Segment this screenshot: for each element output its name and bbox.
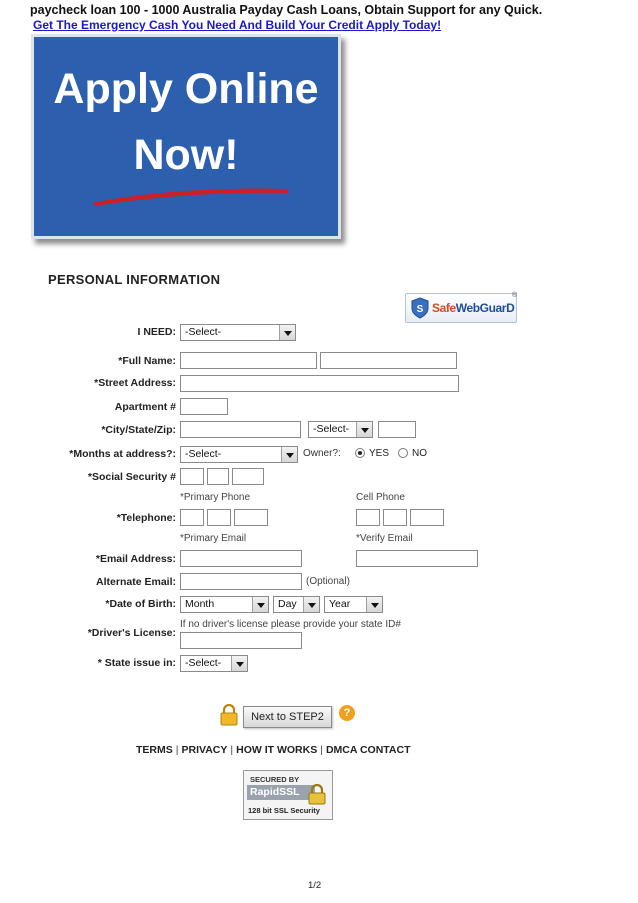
secured-by-text: SECURED BY (250, 775, 300, 784)
document-title: paycheck loan 100 - 1000 Australia Payday Cash Loans, Obtain Support for any Quick. (30, 3, 543, 17)
license-note: If no driver's license please provide your state ID# (180, 619, 401, 630)
chevron-down-icon (303, 597, 319, 612)
verify-email-input[interactable] (356, 550, 478, 567)
chevron-down-icon (231, 656, 247, 671)
birth-day-select[interactable] (273, 596, 320, 613)
telephone-label: *Telephone: (116, 512, 176, 524)
banner-swoosh (90, 185, 290, 207)
city-input[interactable] (180, 421, 301, 438)
ssn-part-2-input[interactable] (207, 468, 229, 485)
registered-mark: ® (512, 292, 518, 299)
months-value: -Select- (185, 448, 222, 460)
drivers-license-input[interactable] (180, 632, 302, 649)
state-issue-label: * State issue in: (97, 657, 176, 669)
chevron-down-icon (252, 597, 268, 612)
footer-separator: | (175, 744, 179, 756)
chevron-down-icon (366, 597, 382, 612)
owner-yes-label: YES (369, 448, 390, 459)
cell-phone-prefix-input[interactable] (383, 509, 407, 526)
safewebguard-text (432, 301, 514, 315)
cell-phone-area-input[interactable] (356, 509, 380, 526)
rapidssl-brand: RapidSSL (247, 785, 315, 800)
section-title: PERSONAL INFORMATION (48, 272, 221, 287)
alternate-email-input[interactable] (180, 573, 302, 590)
i-need-value: -Select- (185, 326, 222, 338)
page-number: 1/2 (308, 880, 322, 891)
owner-no-radio[interactable] (398, 448, 408, 458)
city-state-zip-label: *City/State/Zip: (101, 424, 176, 436)
primary-phone-note: *Primary Phone (180, 492, 251, 503)
chevron-down-icon (279, 325, 295, 340)
first-name-input[interactable] (180, 352, 317, 369)
last-name-input[interactable] (320, 352, 457, 369)
months-at-address-label: *Months at address?: (69, 448, 176, 460)
birth-month-value: Month (185, 598, 215, 610)
terms-link[interactable]: TERMS (136, 744, 173, 756)
webguard-word: WebGuarD (455, 301, 515, 315)
birth-month-select[interactable] (180, 596, 269, 613)
email-address-label: *Email Address: (95, 553, 176, 565)
state-issue-value: -Select- (185, 657, 222, 669)
apply-online-banner[interactable] (31, 34, 341, 239)
i-need-label: I NEED: (137, 326, 176, 338)
ssl-bits-text: 128 bit SSL Security (248, 806, 320, 815)
optional-note: (Optional) (306, 576, 350, 587)
shield-icon (411, 297, 429, 319)
owner-no-label: NO (412, 448, 427, 459)
padlock-icon (306, 783, 328, 805)
ssn-part-1-input[interactable] (180, 468, 204, 485)
apply-today-link[interactable]: Get The Emergency Cash You Need And Build Your Credit Apply Today! (33, 18, 442, 32)
cell-phone-note: Cell Phone (356, 492, 405, 503)
chevron-down-icon (281, 447, 297, 462)
dmca-contact-link[interactable]: DMCA CONTACT (325, 744, 411, 756)
primary-phone-line-input[interactable] (234, 509, 268, 526)
safewebguard-badge[interactable] (405, 293, 517, 323)
full-name-label: *Full Name: (118, 355, 176, 367)
padlock-icon (220, 704, 238, 726)
next-step-button[interactable]: Next to STEP2 (243, 706, 332, 728)
zip-input[interactable] (378, 421, 416, 438)
question-icon[interactable]: ? (339, 705, 355, 721)
verify-email-note: *Verify Email (356, 533, 413, 544)
ssn-label: *Social Security # (87, 471, 176, 483)
apartment-label: Apartment # (114, 401, 176, 413)
i-need-select[interactable] (180, 324, 296, 341)
primary-email-note: *Primary Email (180, 533, 247, 544)
safe-word: Safe (432, 301, 456, 315)
apartment-input[interactable] (180, 398, 228, 415)
footer-links (136, 744, 411, 756)
alternate-email-label: Alternate Email: (96, 576, 176, 588)
date-of-birth-label: *Date of Birth: (105, 598, 176, 610)
email-input[interactable] (180, 550, 302, 567)
footer-separator: | (230, 744, 234, 756)
owner-yes-radio[interactable] (355, 448, 365, 458)
banner-line-2: Now! (133, 131, 239, 179)
birth-day-value: Day (278, 598, 297, 610)
primary-phone-prefix-input[interactable] (207, 509, 231, 526)
footer-separator: | (320, 744, 323, 756)
how-it-works-link[interactable]: HOW IT WORKS (236, 744, 318, 756)
street-address-label: *Street Address: (94, 377, 176, 389)
months-select[interactable] (180, 446, 298, 463)
birth-year-select[interactable] (324, 596, 383, 613)
birth-year-value: Year (329, 598, 351, 610)
svg-text:S: S (416, 304, 424, 315)
owner-label: Owner?: (303, 448, 341, 459)
cell-phone-line-input[interactable] (410, 509, 444, 526)
street-address-input[interactable] (180, 375, 459, 392)
banner-line-1: Apply Online (53, 65, 319, 113)
state-issue-select[interactable] (180, 655, 248, 672)
state-select[interactable] (308, 421, 373, 438)
privacy-link[interactable]: PRIVACY (181, 744, 228, 756)
chevron-down-icon (356, 422, 372, 437)
state-value: -Select- (313, 423, 350, 435)
rapidssl-badge[interactable] (243, 770, 333, 820)
ssn-part-3-input[interactable] (232, 468, 264, 485)
drivers-license-label: *Driver's License: (87, 627, 176, 639)
primary-phone-area-input[interactable] (180, 509, 204, 526)
